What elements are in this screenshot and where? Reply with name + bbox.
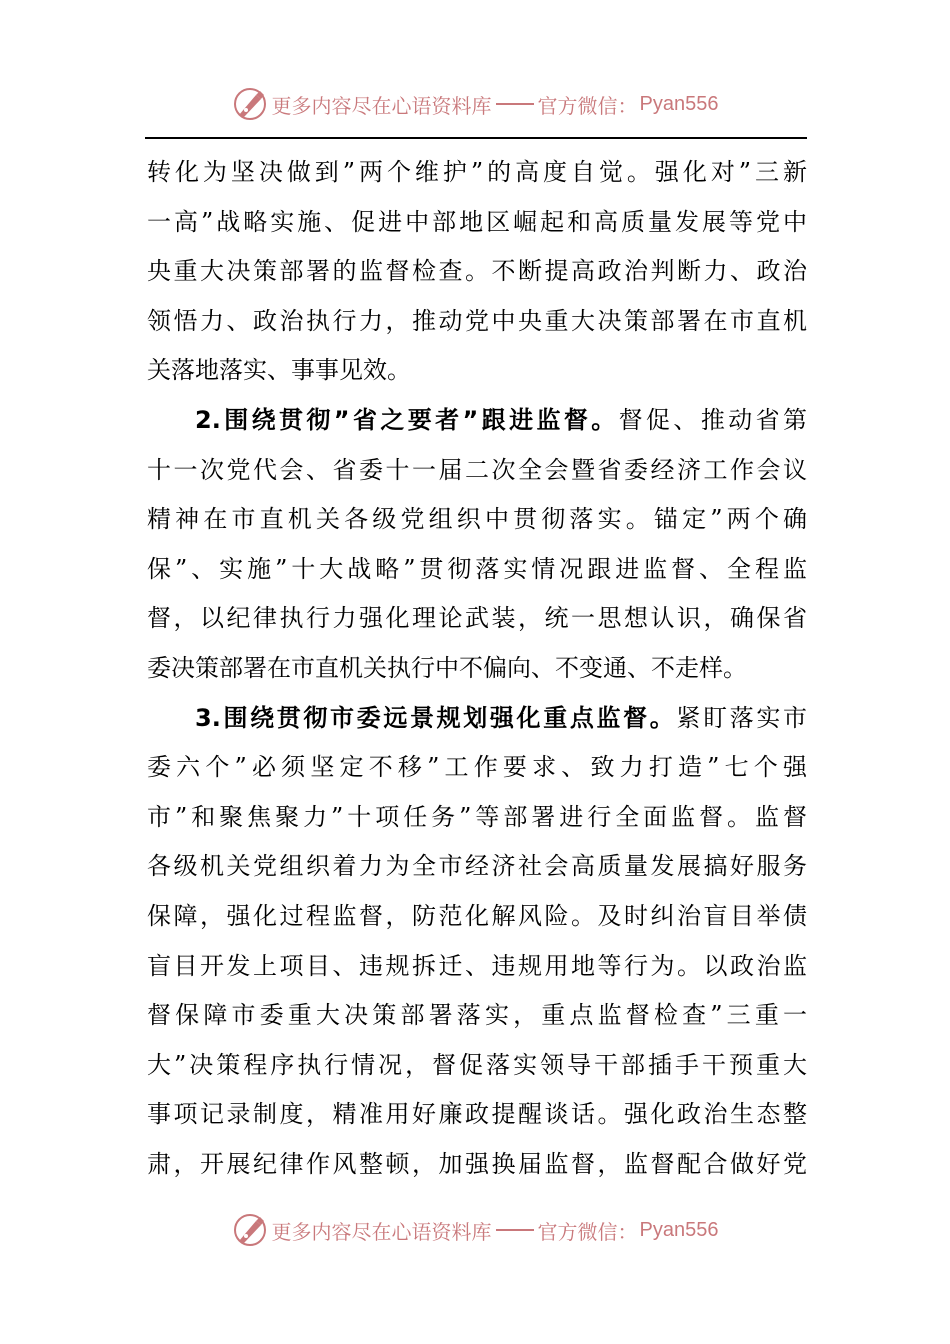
text-line: 督保障市委重大决策部署落实，重点监督检查”三重一	[147, 1001, 807, 1030]
text-line: 盲目开发上项目、违规拆迁、违规用地等行为。以政治监	[147, 951, 807, 980]
text-line: 一高”战略实施、促进中部地区崛起和高质量发展等党中	[147, 207, 807, 236]
footer-wechat-id: Pyan556	[639, 1218, 719, 1241]
text-line: 领悟力、政治执行力，推动党中央重大决策部署在市直机	[147, 306, 807, 335]
text-line: 关落地落实、事事见效。	[147, 356, 411, 385]
text-line: 十一次党代会、省委十一届二次全会暨省委经济工作会议	[147, 455, 807, 484]
text-line: 转化为坚决做到”两个维护”的高度自觉。强化对”三新	[147, 158, 807, 186]
footer-brand-text: 更多内容尽在心语资料库	[271, 1219, 492, 1244]
section-heading-3: 3.围绕贯彻市委远景规划强化重点监督。	[195, 703, 677, 732]
footer-wechat-label: 官方微信：	[537, 1219, 638, 1244]
paragraph-3-first-line	[147, 694, 807, 744]
text-run: 紧盯落实市	[676, 703, 807, 732]
pen-nib-icon	[232, 1212, 268, 1248]
header-dash-separator	[496, 103, 534, 105]
text-line: 央重大决策部署的监督检查。不断提高政治判断力、政治	[147, 257, 807, 286]
text-line: 精神在市直机关各级党组织中贯彻落实。锚定”两个确	[147, 505, 807, 534]
header-wechat-id: Pyan556	[639, 92, 719, 115]
header-wechat-label: 官方微信：	[537, 93, 638, 118]
text-line: 委决策部署在市直机关执行中不偏向、不变通、不走样。	[147, 653, 747, 682]
text-line: 委六个”必须坚定不移”工作要求、致力打造”七个强	[147, 753, 807, 782]
text-line: 大”决策程序执行情况，督促落实领导干部插手干预重大	[147, 1050, 807, 1079]
header-brand-text: 更多内容尽在心语资料库	[271, 93, 492, 118]
text-line: 事项记录制度，精准用好廉政提醒谈话。强化政治生态整	[147, 1100, 807, 1129]
text-line: 肃，开展纪律作风整顿，加强换届监督，监督配合做好党	[147, 1149, 807, 1178]
text-line: 保障，强化过程监督，防范化解风险。及时纠治盲目举债	[147, 901, 807, 930]
pen-nib-icon	[232, 86, 268, 122]
header-divider	[145, 137, 807, 139]
section-heading-2: 2.围绕贯彻”省之要者”跟进监督。	[195, 405, 619, 434]
text-run: 督促、推动省第	[618, 405, 807, 434]
header-watermark-banner	[0, 82, 950, 126]
text-line: 保”、实施”十大战略”贯彻落实情况跟进监督、全程监	[147, 554, 807, 583]
footer-watermark-banner	[0, 1208, 950, 1252]
text-line: 督，以纪律执行力强化理论武装，统一思想认识，确保省	[147, 604, 807, 633]
text-line: 各级机关党组织着力为全市经济社会高质量发展搞好服务	[147, 852, 807, 881]
paragraph-2-first-line	[147, 396, 807, 446]
text-line: 市”和聚焦聚力”十项任务”等部署进行全面监督。监督	[147, 802, 807, 831]
footer-dash-separator	[496, 1229, 534, 1231]
document-body	[147, 148, 807, 1189]
